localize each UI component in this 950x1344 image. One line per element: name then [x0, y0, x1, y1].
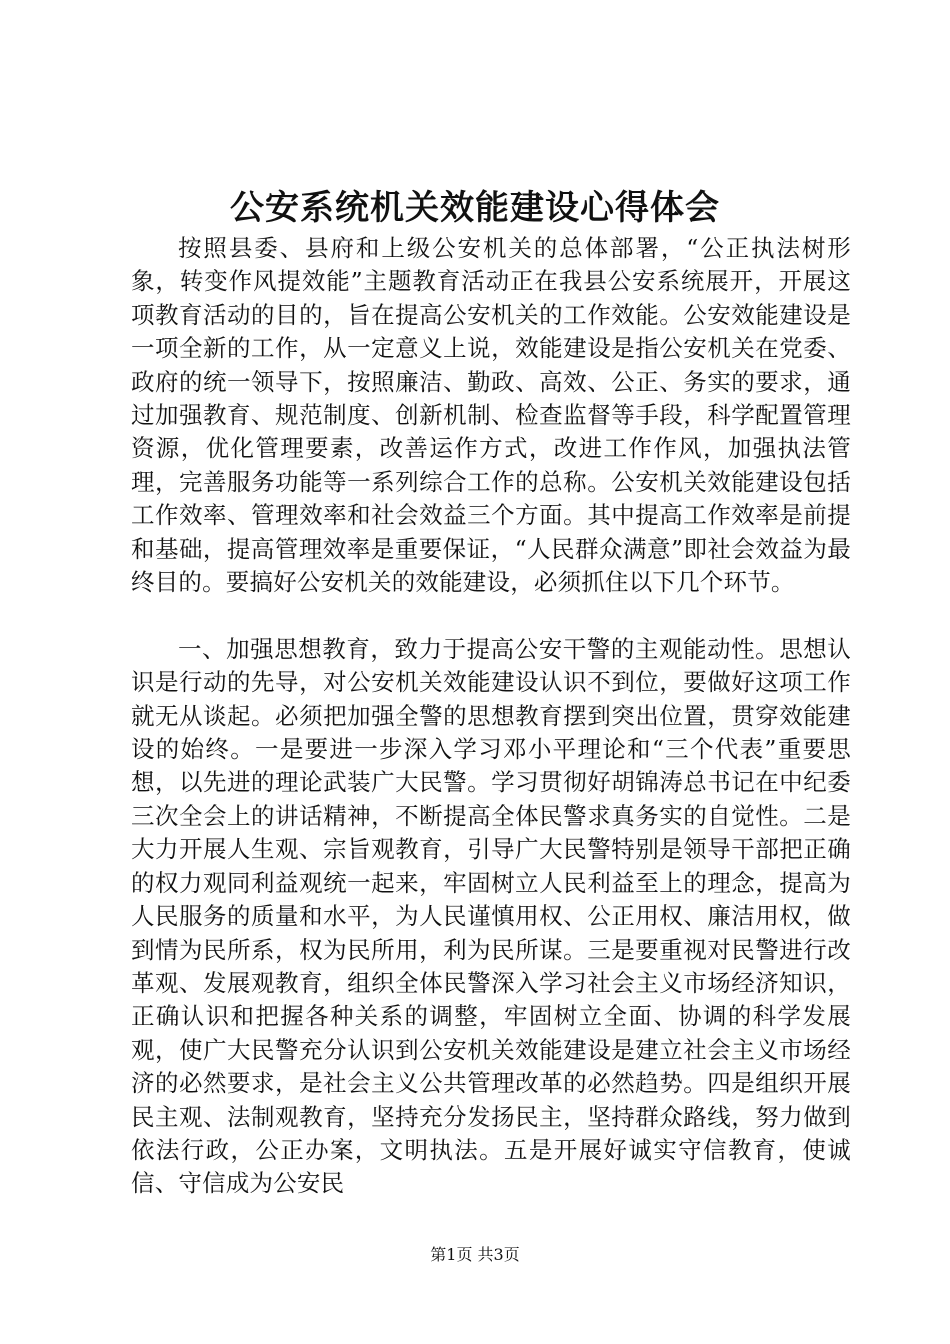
page-footer: 第1页 共3页 — [430, 1245, 520, 1264]
paragraph-section-one: 一、加强思想教育，致力于提高公安干警的主观能动性。思想认识是行动的先导，对公安机关效能建设认识不到位，要做好这项工作就无从谈起。必须把加强全警的思想教育摆到突出位置，贯穿效能建设的始终。一是要进一步深入学习邓小平理论和“三个代表”重要思想，以先进的理论武装广大民警。学习贯彻好胡锦涛总书记在中纪委三次全会上的讲话精神，不断提高全体民警求真务实的自觉性。二是大力开展人生观、宗旨观教育，引导广大民警特别是领导干部把正确的权力观同利益观统一起来，牢固树立人民利益至上的理念，提高为人民服务的质量和水平，为人民谨慎用权、公正用权、廉洁用权，做到情为民所系，权为民所用，利为民所谋。三是要重视对民警进行改革观、发展观教育，组织全体民警深入学习社会主义市场经济知识，正确认识和把握各种关系的调整，牢固树立全面、协调的科学发展观，使广大民警充分认识到公安机关效能建设是建立社会主义市场经济的必然要求，是社会主义公共管理改革的必然趋势。四是组织开展民主观、法制观教育，坚持充分发扬民主，坚持群众路线，努力做到依法行政，公正办案，文明执法。五是开展好诚实守信教育，使诚信、守信成为公安民 — [131, 634, 851, 1198]
document-body — [131, 232, 851, 1201]
paragraph-intro: 按照县委、县府和上级公安机关的总体部署，“公正执法树形象，转变作风提效能”主题教育活动正在我县公安系统展开，开展这项教育活动的目的，旨在提高公安机关的工作效能。公安效能建设是一项全新的工作，从一定意义上说，效能建设是指公安机关在党委、政府的统一领导下，按照廉洁、勤政、高效、公正、务实的要求，通过加强教育、规范制度、创新机制、检查监督等手段，科学配置管理资源，优化管理要素，改善运作方式，改进工作作风，加强执法管理，完善服务功能等一系列综合工作的总称。公安机关效能建设包括工作效率、管理效率和社会效益三个方面。其中提高工作效率是前提和基础，提高管理效率是重要保证，“人民群众满意”即社会效益为最终目的。要搞好公安机关的效能建设，必须抓住以下几个环节。 — [131, 234, 851, 597]
document-title: 公安系统机关效能建设心得体会 — [230, 188, 720, 228]
